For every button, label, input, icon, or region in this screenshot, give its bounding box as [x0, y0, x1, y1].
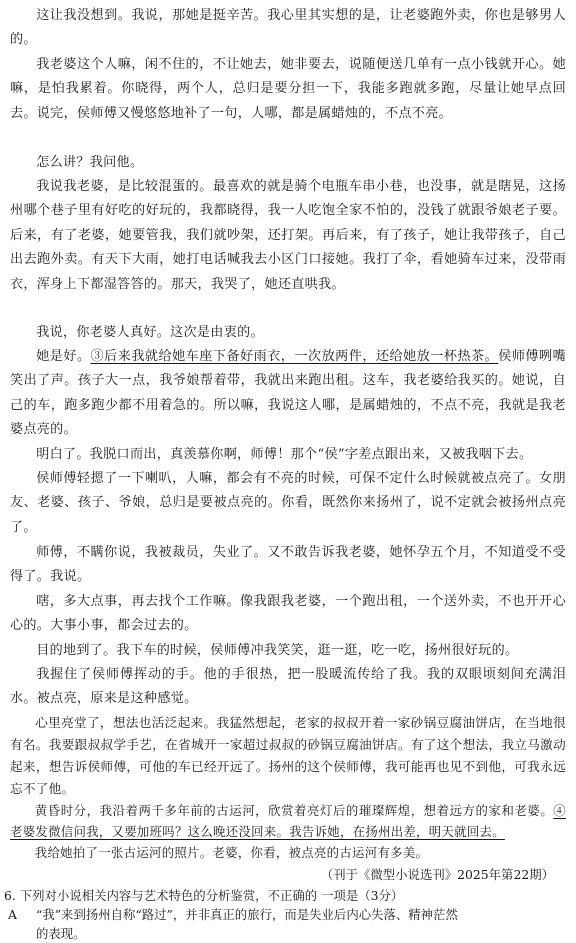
paragraph-2: 我老婆这个人嘛，闲不住的，不让她去，她非要去，说随便送几单有一点小钱就开心。她嘛，是怕我累着。你晓得，两个人，总归是要分担一下，我能多跑就多跑，尽量让她早点回去。说完，侯师傅又慢悠悠地补了一句，人哪，都是属蜡烛的，不点不亮。 — [10, 57, 566, 121]
question-6-option-a — [8, 905, 564, 943]
paragraph-13: 心里亮堂了，想法也活泛起来。我猛然想起，老家的叔叔开着一家砂锅豆腐油饼店，在当地很有名。我要跟叔叔学手艺，在省城开一家超过叔叔的砂锅豆腐油饼店。有了这个想法，我立马激动起来，想告诉侯师傅，可他的车已经开远了。扬州的这个侯师傅，我可能再也见不到他，可我永远忘不了他。 — [10, 715, 566, 796]
paragraph-5: 我说，你老婆人真好。这次是由衷的。 — [36, 325, 264, 340]
underlined-sentence-3: ③后来我就给她车座下备好雨衣，一次放两件，还给她放一杯热茶。 — [90, 349, 499, 364]
option-label: A — [8, 907, 17, 922]
paragraph-9: 师傅，不瞒你说，我被裁员，失业了。又不敢告诉我老婆，她怀孕五个月，不知道受不受得了。我说。 — [10, 545, 566, 585]
underlined-sentence-4: ④老婆发微信问我，又要加班吗？这么晚还没回来。我告诉她，在扬州出差，明天就回去。 — [10, 803, 566, 839]
paragraph-14 — [10, 800, 566, 842]
paragraph-6-after: 侯师傅咧嘴笑出了声。孩子大一点，我爷娘帮着带，我就出来跑出租。这车，我老婆给我买的。她说，自己的车，跑多跑少都不用着急的。所以嘛，我说这人哪，是属蜡烛的，不点不亮，我就是我老婆点亮的。 — [10, 349, 567, 438]
paragraph-10: 嗐，多大点事，再去找个工作嘛。像我跟我老婆，一个跑出租，一个送外卖，不也开开心心的。大事小事，都会过去的。 — [10, 594, 566, 634]
paragraph-12: 我握住了侯师傅挥动的手。他的手很热，把一股暖流传给了我。我的双眼顷刻间充满泪水。被点亮，原来是这种感觉。 — [10, 667, 566, 707]
paragraph-14-before: 黄昏时分，我沿着两千多年前的古运河，欣赏着亮灯后的璀璨辉煌，想着远方的家和老婆。 — [34, 803, 554, 818]
paragraph-11: 目的地到了。我下车的时候，侯师傅冲我笑笑，逛一逛，吃一吃，扬州很好玩的。 — [36, 643, 519, 658]
paragraph-1: 这让我没想到。我说，那她是挺辛苦。我心里其实想的是，让老婆跑外卖，你也是够男人的。 — [10, 8, 566, 48]
option-a-line-2: 的表现。 — [36, 926, 86, 941]
source-citation: （刊于《微型小说选刊》2025年第22期） — [320, 867, 554, 882]
paragraph-6-before: 她是好。 — [36, 349, 91, 364]
paragraph-6 — [10, 345, 566, 443]
paragraph-3: 怎么讲？我问他。 — [36, 155, 144, 170]
option-a-line-1: “我”来到扬州自称“路过”，并非真正的旅行，而是失业后内心失落、精神茫然 — [36, 907, 458, 922]
paragraph-8: 侯师傅轻摁了一下喇叭，人嘛，都会有不亮的时候，可保不定什么时候就被点亮了。女朋友、老婆、孩子、爷娘，总归是要被点亮的。你看，既然你来扬州了，说不定就会被扬州点亮了。 — [10, 471, 566, 535]
paragraph-7: 明白了。我脱口而出，真羡慕你啊，师傅！那个“侯”字差点跟出来，又被我咽下去。 — [36, 447, 533, 462]
paragraph-4: 我说我老婆，是比较混蛋的。最喜欢的就是骑个电瓶车串小巷，也没事，就是瞎晃，这扬州哪个巷子里有好吃的好玩的，我都晓得，我一人吃饱全家不怕的，没钱了就跟爷娘老子要。后来，有了老婆，她要管我，我们就吵架，还打架。再后来，有了孩子，她让我带孩子，自己出去跑外卖。有天下大雨，她打电话喊我去小区门口接她。我打了伞，看她骑车过来，没带雨衣，浑身上下都湿答答的。那天，我哭了，她还直哄我。 — [10, 179, 566, 292]
paragraph-15: 我给她拍了一张古运河的照片。老婆，你看，被点亮的古运河有多美。 — [34, 845, 429, 860]
question-6-stem: 6. 下列对小说相关内容与艺术特色的分析鉴赏，不正确的 一项是（3分） — [4, 888, 404, 903]
